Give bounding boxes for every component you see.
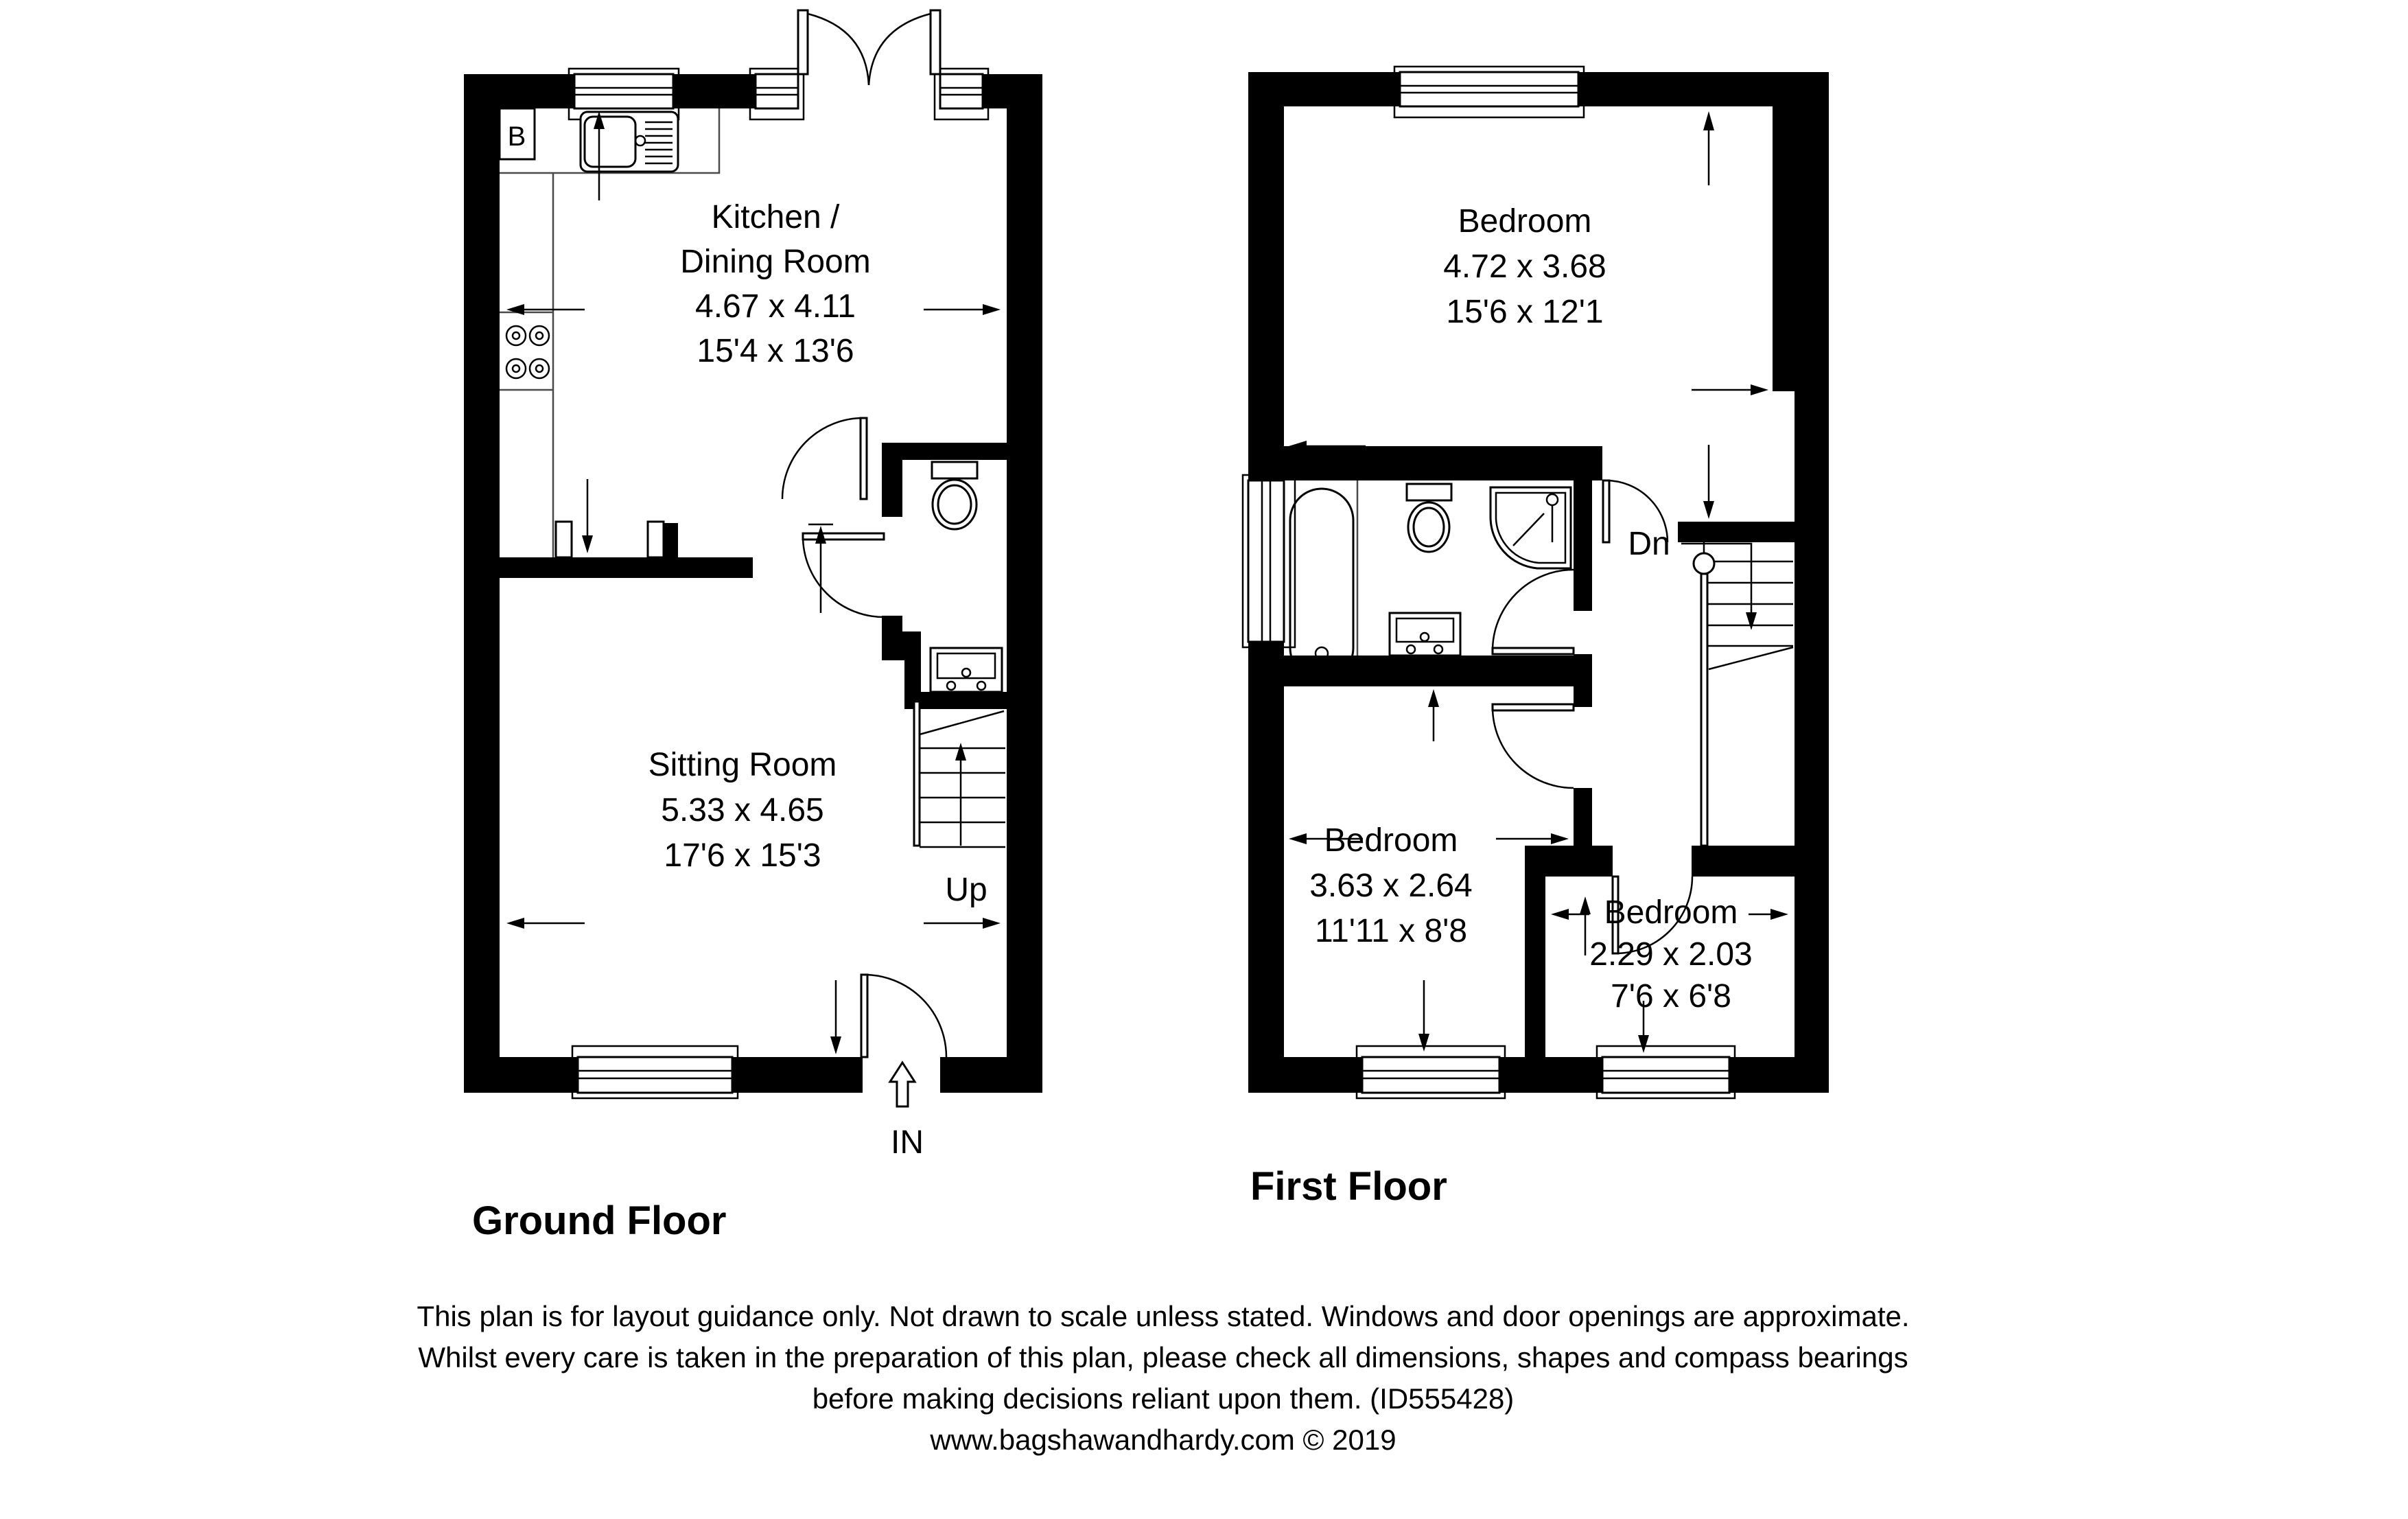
bedroom2-size-imperial: 11'11 x 8'8 — [1314, 913, 1468, 949]
bedroom3-size-metric: 2.29 x 2.03 — [1589, 936, 1753, 973]
hob-icon — [506, 326, 549, 378]
bathroom-door-icon — [1493, 570, 1574, 654]
sitting-room-dimension-arrows — [506, 918, 1001, 929]
footer-website-copyright: www.bagshawandhardy.com © 2019 — [930, 1424, 1396, 1456]
first-floor-plan — [1243, 67, 1829, 1209]
kitchen-size-metric: 4.67 x 4.11 — [695, 288, 856, 325]
bathroom-window-icon — [1243, 475, 1295, 647]
bedroom2-window-icon — [1357, 1046, 1505, 1098]
bedroom2-name: Bedroom — [1324, 822, 1458, 859]
footer-line3: before making decisions reliant upon them. (ID555428) — [812, 1382, 1515, 1415]
toilet-icon — [932, 462, 977, 529]
bedroom3-name: Bedroom — [1604, 894, 1738, 931]
bedroom2-label — [1309, 822, 1473, 949]
bedroom1-size-imperial: 15'6 x 12'1 — [1446, 294, 1604, 330]
sink-icon — [581, 112, 678, 172]
stairs-up-label: Up — [945, 872, 987, 908]
entrance-arrow-icon — [890, 1063, 915, 1106]
bedroom1-label — [1443, 203, 1606, 330]
kitchen-opening-stubs — [556, 479, 664, 557]
kitchen-name-line1: Kitchen / — [711, 199, 840, 235]
sitting-room-size-imperial: 17'6 x 15'3 — [664, 837, 821, 874]
bathroom-toilet-icon — [1407, 484, 1451, 552]
bedroom2-door-icon — [1428, 689, 1574, 788]
cloakroom-basin-icon — [931, 648, 1002, 692]
sitting-room-name: Sitting Room — [648, 747, 837, 783]
sitting-room-label — [648, 747, 837, 874]
front-door-icon — [830, 975, 946, 1057]
kitchen-counter — [500, 108, 719, 557]
stairs-down-label: Dn — [1628, 526, 1670, 562]
entrance-label: IN — [891, 1124, 924, 1161]
ground-floor-title: Ground Floor — [472, 1198, 727, 1243]
hall-door-icon — [803, 524, 884, 617]
stairs-down-icon — [1681, 542, 1793, 846]
footer-line2: Whilst every care is taken in the preparation of this plan, please check all dimensions, shapes and compass bearings — [418, 1341, 1908, 1373]
bath-icon — [1290, 480, 1357, 680]
bedroom3-label — [1589, 894, 1753, 1014]
footer-disclaimer — [417, 1300, 1909, 1456]
kitchen-size-imperial: 15'4 x 13'6 — [697, 333, 854, 369]
footer-line1: This plan is for layout guidance only. Not drawn to scale unless stated. Windows and door openings are approximate. — [417, 1300, 1910, 1332]
kitchen-name-line2: Dining Room — [680, 244, 871, 280]
stairs-up-icon — [914, 701, 1005, 847]
ground-floor-plan — [464, 10, 1042, 1243]
shower-icon — [1491, 487, 1571, 568]
kitchen-door-icon — [782, 418, 867, 499]
bedroom3-window-icon — [1597, 1046, 1735, 1098]
sitting-room-window-icon — [572, 1046, 738, 1098]
bedroom1-size-metric: 4.72 x 3.68 — [1443, 248, 1606, 285]
bedroom1-name: Bedroom — [1458, 203, 1592, 240]
first-floor-title: First Floor — [1250, 1164, 1447, 1209]
kitchen-label — [680, 199, 870, 369]
patio-double-door-icon — [798, 10, 940, 85]
bedroom1-window-icon — [1394, 67, 1584, 117]
kitchen-window2-icon — [750, 69, 804, 119]
bathroom-basin-icon — [1390, 613, 1460, 656]
bedroom3-size-imperial: 7'6 x 6'8 — [1611, 978, 1731, 1014]
boiler-label: B — [507, 121, 526, 152]
sitting-room-size-metric: 5.33 x 4.65 — [661, 792, 824, 828]
kitchen-window3-icon — [935, 69, 988, 119]
boiler-cupboard — [500, 108, 535, 159]
bedroom2-size-metric: 3.63 x 2.64 — [1309, 868, 1473, 904]
